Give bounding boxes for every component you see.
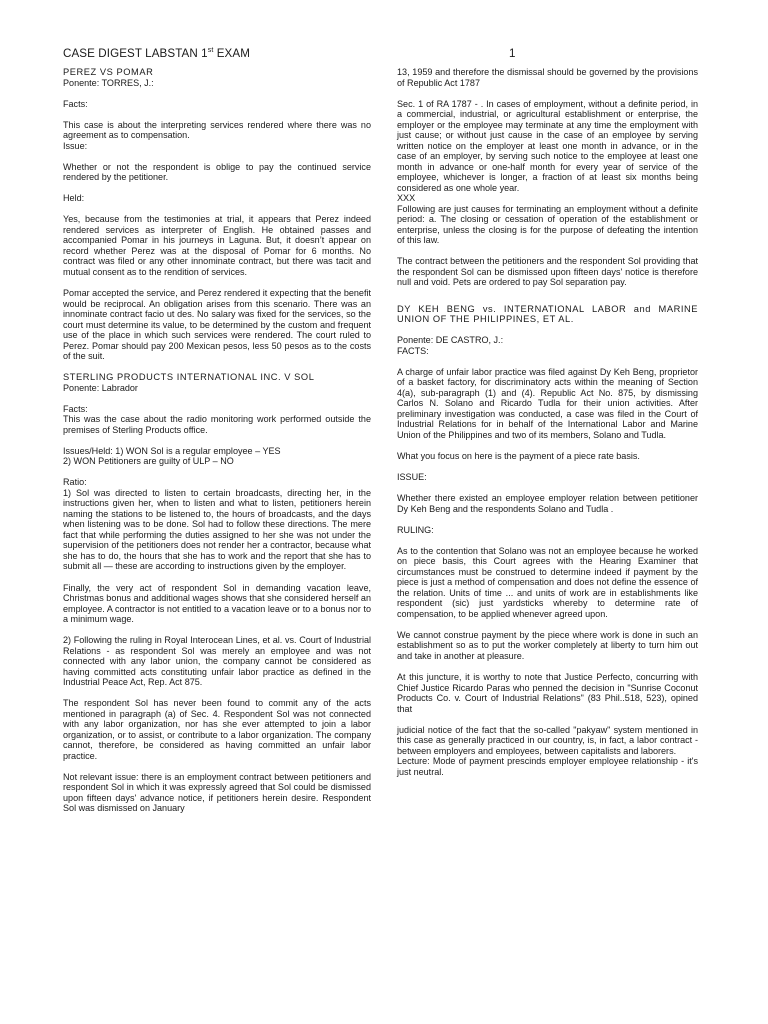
focus-note: What you focus on here is the payment of a piece rate basis. bbox=[397, 450, 640, 461]
case-title-dy-keh-beng-line-2: UNION OF THE PHILIPPINES, ET AL. bbox=[397, 314, 574, 325]
issue-line-2: 2) WON Petitioners are guilty of ULP – NO bbox=[63, 456, 234, 467]
omission-marker: XXX bbox=[397, 193, 416, 204]
page-number: 1 bbox=[509, 47, 516, 60]
ponente-perez: Ponente: TORRES, J.: bbox=[63, 77, 154, 88]
ruling-paragraph-4: judicial notice of the fact that the so-called "pakyaw" system mentioned in this case as generally practiced in our country, is, in fact, a labor contract -between employers and employees, between capitalists and laborers. bbox=[397, 724, 698, 756]
ratio-paragraph-3: 2) Following the ruling in Royal Interocean Lines, et al. vs. Court of Industrial Relations - as respondent Sol was merely an employee and was not connected with any labor union, the company cannot be considered as having committed acts constituting unfair labor practice as defined in the Industrial Peace Act, Rep. Act 875. bbox=[63, 635, 371, 688]
ruling-paragraph-2: We cannot construe payment by the piece where work is done in such an establishment so as to put the worker completely at liberty to turn him out and take in another at pleasure. bbox=[397, 629, 698, 661]
facts-label-sterling: Facts: bbox=[63, 403, 88, 414]
facts-text-sterling: This was the case about the radio monitoring work performed outside the premises of Sterling Products office. bbox=[63, 414, 371, 435]
right-column bbox=[397, 67, 698, 777]
issue-text-perez: Whether or not the respondent is oblige to pay the continued service rendered by the petitioner. bbox=[63, 161, 371, 183]
held-label-perez: Held: bbox=[63, 193, 85, 204]
issue-line-1: Issues/Held: 1) WON Sol is a regular employee – YES bbox=[63, 445, 281, 456]
ratio-paragraph-4: The respondent Sol has never been found to commit any of the acts mentioned in paragraph (a) of Sec. 4. Respondent Sol was not connected with any labor organization, nor has she ever attempted to join a labor organization, or to assist, or contribute to a labor organization. The company cannot, therefore, be considered as having committed an unfair labor practice. bbox=[63, 698, 371, 761]
sec1-ra1787-paragraph: Sec. 1 of RA 1787 - . In cases of employment, without a definite period, in a commercial, industrial, or agricultural establishment or enterprise, the employer or the employee may terminate at any time the employment with just cause; or without just cause in the case of an employee by serving written notice on the employer at least one month in advance, or in the case of an employer, by serving such notice to the employee at least one month in advance or one-half month for every year of service of the employee, whichever is longer, a fraction of at least six months being considered as one whole year. bbox=[397, 98, 698, 193]
issue-label-dy-keh-beng: ISSUE: bbox=[397, 472, 427, 483]
just-causes-paragraph: Following are just causes for terminating an employment without a definite period: a. The closing or cessation of operation of the establishment or enterprise, unless the closing is for the purpose of defeating the intention of this law. bbox=[397, 203, 698, 246]
facts-text-perez: This case is about the interpreting services rendered where there was no agreement as to compensation. bbox=[63, 119, 371, 141]
ponente-sterling: Ponente: Labrador bbox=[63, 382, 138, 393]
ratio-label: Ratio: bbox=[63, 477, 87, 488]
ruling-label: RULING: bbox=[397, 524, 434, 535]
ponente-dy-keh-beng: Ponente: DE CASTRO, J.: bbox=[397, 335, 504, 346]
ruling-paragraph-3: At this juncture, it is worthy to note that Justice Perfecto, concurring with Chief Justice Ricardo Paras who penned the decision in "Sunrise Coconut Products Co. v. Court of Industrial Relations" (83 Phil..518, 523), opined that bbox=[397, 672, 698, 714]
held-paragraph-1: Yes, because from the testimonies at trial, it appears that Perez indeed rendered services as interpreter of English. He obtained passes and accompanied Pomar in his journeys in Laguna. But, it doesn’t appear on record whether Perez was at the disposal of Pomar for 6 months. No contract was filed or any other innominate contract, but there was tacit and mutual consent as to the rendition of services. bbox=[63, 214, 371, 277]
ruling-paragraph-1: As to the contention that Solano was not an employee because he worked on piece basis, this Court agrees with the Hearing Examiner that circumstances must be construed to determine indeed if payment by the piece is just a method of compensation and does not define the essence of the relation. Units of time ... and units of work are in establishments like respondent (sic) just yardsticks whereby to determine rate of compensation, to be applied whenever agreed upon. bbox=[397, 545, 698, 619]
document-title: CASE DIGEST LABSTAN 1st EXAM bbox=[63, 47, 250, 60]
ratio-paragraph-2: Finally, the very act of respondent Sol in demanding vacation leave, Christmas bonus and additional wages shows that she considered herself an employee. A contractor is not entitled to a vacation leave or to a bonus nor to a minimum wage. bbox=[63, 582, 371, 625]
left-column bbox=[63, 67, 371, 814]
held-paragraph-2: Pomar accepted the service, and Perez rendered it expecting that the benefit would be reciprocal. An obligation arises from this scenario. There was an innominate contract facio ut des. No salary was fixed for the services, so the court must determine its value, to be determined by the custom and frequent use of the place in which such services were rendered. The court ruled to Perez. Pomar should pay 200 Mexican pesos, less 50 pesos as to the costs of the suit. bbox=[63, 288, 371, 362]
ratio-paragraph-5: Not relevant issue: there is an employment contract between petitioners and respondent Sol in which it was expressly agreed that Sol could be dismissed upon fifteen days' advance notice, if petitioners herein desire. Respondent Sol was dismissed on January bbox=[63, 771, 371, 814]
case-title-sterling: STERLING PRODUCTS INTERNATIONAL INC. V SOL bbox=[63, 372, 315, 383]
issue-text-dy-keh-beng: Whether there existed an employee employer relation between petitioner Dy Keh Beng and the respondents Solano and Tudla . bbox=[397, 493, 698, 514]
facts-label-perez: Facts: bbox=[63, 98, 88, 109]
lecture-note: Lecture: Mode of payment prescinds employer employee relationship - it's just neutral. bbox=[397, 756, 698, 777]
facts-text-dy-keh-beng: A charge of unfair labor practice was filed against Dy Keh Beng, proprietor of a basket factory, for discriminatory acts within the meaning of Section 4(a), sub-paragraph (1) and (4). Republic Act No. 875, by dismissing Carlos N. Solano and Ricardo Tudla for their union activities. After preliminary investigation was conducted, a case was filed in the Court of Industrial Relations for in behalf of the International Labor and Marine Union of the Philippines and two of its members, Solano and Tudla. bbox=[397, 366, 698, 440]
continued-paragraph-1: 13, 1959 and therefore the dismissal should be governed by the provisions of Republic Act 1787 bbox=[397, 67, 698, 88]
case-title-dy-keh-beng-line-1: DY KEH BENG vs. INTERNATIONAL LABOR and MARINE bbox=[397, 303, 698, 314]
page-header bbox=[63, 47, 521, 63]
facts-label-dy-keh-beng: FACTS: bbox=[397, 345, 429, 356]
contract-void-paragraph: The contract between the petitioners and the respondent Sol providing that the respondent Sol can be dismissed upon fifteen days' notice is therefore null and void. Pets are ordered to pay Sol separation pay. bbox=[397, 256, 698, 288]
ratio-paragraph-1: 1) Sol was directed to listen to certain broadcasts, directing her, in the instructions given her, when to listen and what to listen, petitioners herein naming the stations to be listened to, the hours of broadcasts, and the days when listening was to be done. Sol had to follow these directions. The mere fact that while performing the duties assigned to her she was not under the supervision of the petitioners does not render her a contractor, because what she has to do, the hours that she has to work and the report that she has to submit all — these are according to instructions given by the employer. bbox=[63, 487, 371, 572]
case-title-perez: PEREZ VS POMAR bbox=[63, 67, 154, 77]
issue-label-perez: Issue: bbox=[63, 140, 88, 151]
